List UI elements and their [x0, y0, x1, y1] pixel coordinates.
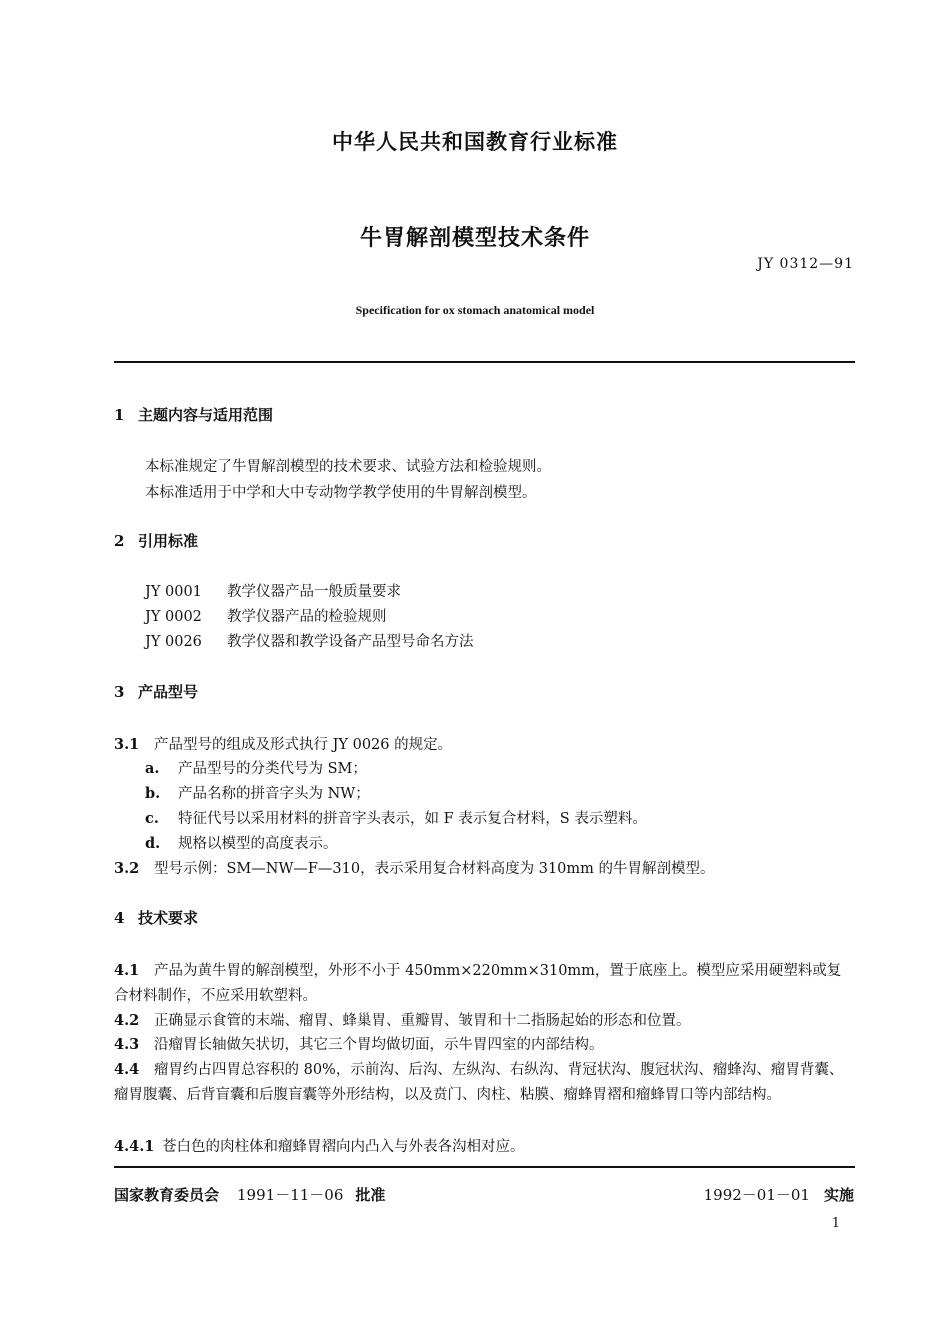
- clause-number: 4.2: [114, 1012, 140, 1029]
- bottom-divider: [114, 1166, 855, 1168]
- clause-number: 4.4.1: [114, 1138, 155, 1155]
- clause-number: 4.3: [114, 1036, 140, 1053]
- section-title: 技术要求: [138, 909, 199, 927]
- list-text: 产品型号的分类代号为 SM；: [178, 761, 367, 777]
- document-title: 牛胃解剖模型技术条件: [359, 225, 590, 251]
- reference-name: 教学仪器产品一般质量要求: [227, 584, 401, 600]
- header-title: 中华人民共和国教育行业标准: [332, 129, 618, 154]
- clause-3-1: [114, 733, 452, 754]
- paragraph: 本标准规定了牛胃解剖模型的技术要求、试验方法和检验规则。: [145, 459, 551, 475]
- issuer: 国家教育委员会: [114, 1186, 220, 1204]
- reference-item: [145, 580, 401, 601]
- section-2-heading: [114, 530, 198, 551]
- reference-item: [145, 605, 387, 626]
- footer-implementation: [704, 1184, 854, 1205]
- clause-4-4-1: [114, 1135, 525, 1156]
- clause-4-3: [114, 1033, 604, 1054]
- approve-date: 1991－11－06: [237, 1186, 344, 1204]
- section-4-heading: [114, 907, 198, 928]
- section-title: 引用标准: [138, 532, 199, 550]
- section-number: 1: [114, 406, 125, 424]
- section-number: 2: [114, 532, 125, 550]
- list-item: [145, 807, 647, 828]
- page-number: 1: [831, 1216, 840, 1231]
- clause-3-2: [114, 857, 715, 878]
- paragraph: 本标准适用于中学和大中专动物学教学使用的牛胃解剖模型。: [145, 485, 537, 501]
- approve-label: 批准: [355, 1186, 386, 1204]
- section-number: 4: [114, 909, 125, 927]
- implementation-label: 实施: [823, 1186, 854, 1204]
- section-3-heading: [114, 681, 198, 702]
- implementation-date: 1992－01－01: [703, 1186, 810, 1204]
- reference-code: JY 0002: [145, 609, 202, 625]
- clause-text: 产品型号的组成及形式执行 JY 0026 的规定。: [154, 737, 453, 753]
- clause-text: 型号示例：SM—NW—F—310，表示采用复合材料高度为 310mm 的牛胃解剖模型。: [154, 861, 715, 877]
- reference-item: [145, 630, 474, 651]
- section-1-heading: [114, 404, 273, 425]
- clause-number: 3.1: [114, 736, 140, 753]
- clause-number: 3.2: [114, 860, 140, 877]
- clause-number: 4.4: [114, 1061, 140, 1078]
- reference-code: JY 0001: [145, 584, 202, 600]
- clause-text: 苍白色的肉柱体和瘤蜂胃褶向内凸入与外表各沟相对应。: [162, 1139, 525, 1155]
- list-item: [145, 757, 367, 778]
- list-mark: a.: [145, 760, 160, 777]
- reference-code: JY 0026: [145, 634, 202, 650]
- list-mark: d.: [145, 835, 161, 852]
- clause-text: 瘤胃约占四胃总容积的 80%，示前沟、后沟、左纵沟、右纵沟、背冠状沟、腹冠状沟、瘤蜂沟、瘤胃背囊、瘤胃腹囊、后背盲囊和后腹盲囊等外形结构，以及贲门、肉柱、粘膜、瘤蜂胃褶和瘤蜂胃口等内部结构。: [114, 1062, 844, 1103]
- section-number: 3: [114, 683, 125, 701]
- english-title: Specification for ox stomach anatomical model: [355, 303, 595, 317]
- clause-text: 沿瘤胃长轴做矢状切，其它三个胃均做切面，示牛胃四室的内部结构。: [154, 1037, 604, 1053]
- list-mark: c.: [145, 810, 159, 827]
- list-text: 特征代号以采用材料的拼音字头表示，如 F 表示复合材料，S 表示塑料。: [178, 811, 647, 827]
- reference-name: 教学仪器产品的检验规则: [227, 609, 387, 625]
- clause-4-1: [114, 958, 854, 1009]
- list-text: 产品名称的拼音字头为 NW；: [178, 786, 370, 802]
- reference-name: 教学仪器和教学设备产品型号命名方法: [227, 634, 474, 650]
- footer-approval: [114, 1184, 385, 1205]
- section-title: 产品型号: [138, 683, 199, 701]
- clause-text: 产品为黄牛胃的解剖模型，外形不小于 450mm×220mm×310mm，置于底座上。模型应采用硬塑料或复合材料制作，不应采用软塑料。: [114, 963, 842, 1004]
- top-divider: [114, 361, 855, 363]
- clause-number: 4.1: [114, 962, 140, 979]
- section-title: 主题内容与适用范围: [138, 406, 274, 424]
- list-item: [145, 782, 370, 803]
- list-item: [145, 832, 338, 853]
- clause-4-2: [114, 1009, 691, 1030]
- standard-code: JY 0312—91: [757, 256, 854, 272]
- list-text: 规格以模型的高度表示。: [178, 836, 338, 852]
- list-mark: b.: [145, 785, 161, 802]
- clause-text: 正确显示食管的末端、瘤胃、蜂巢胃、重瓣胃、皱胃和十二指肠起始的形态和位置。: [154, 1013, 691, 1029]
- clause-4-4: [114, 1057, 854, 1108]
